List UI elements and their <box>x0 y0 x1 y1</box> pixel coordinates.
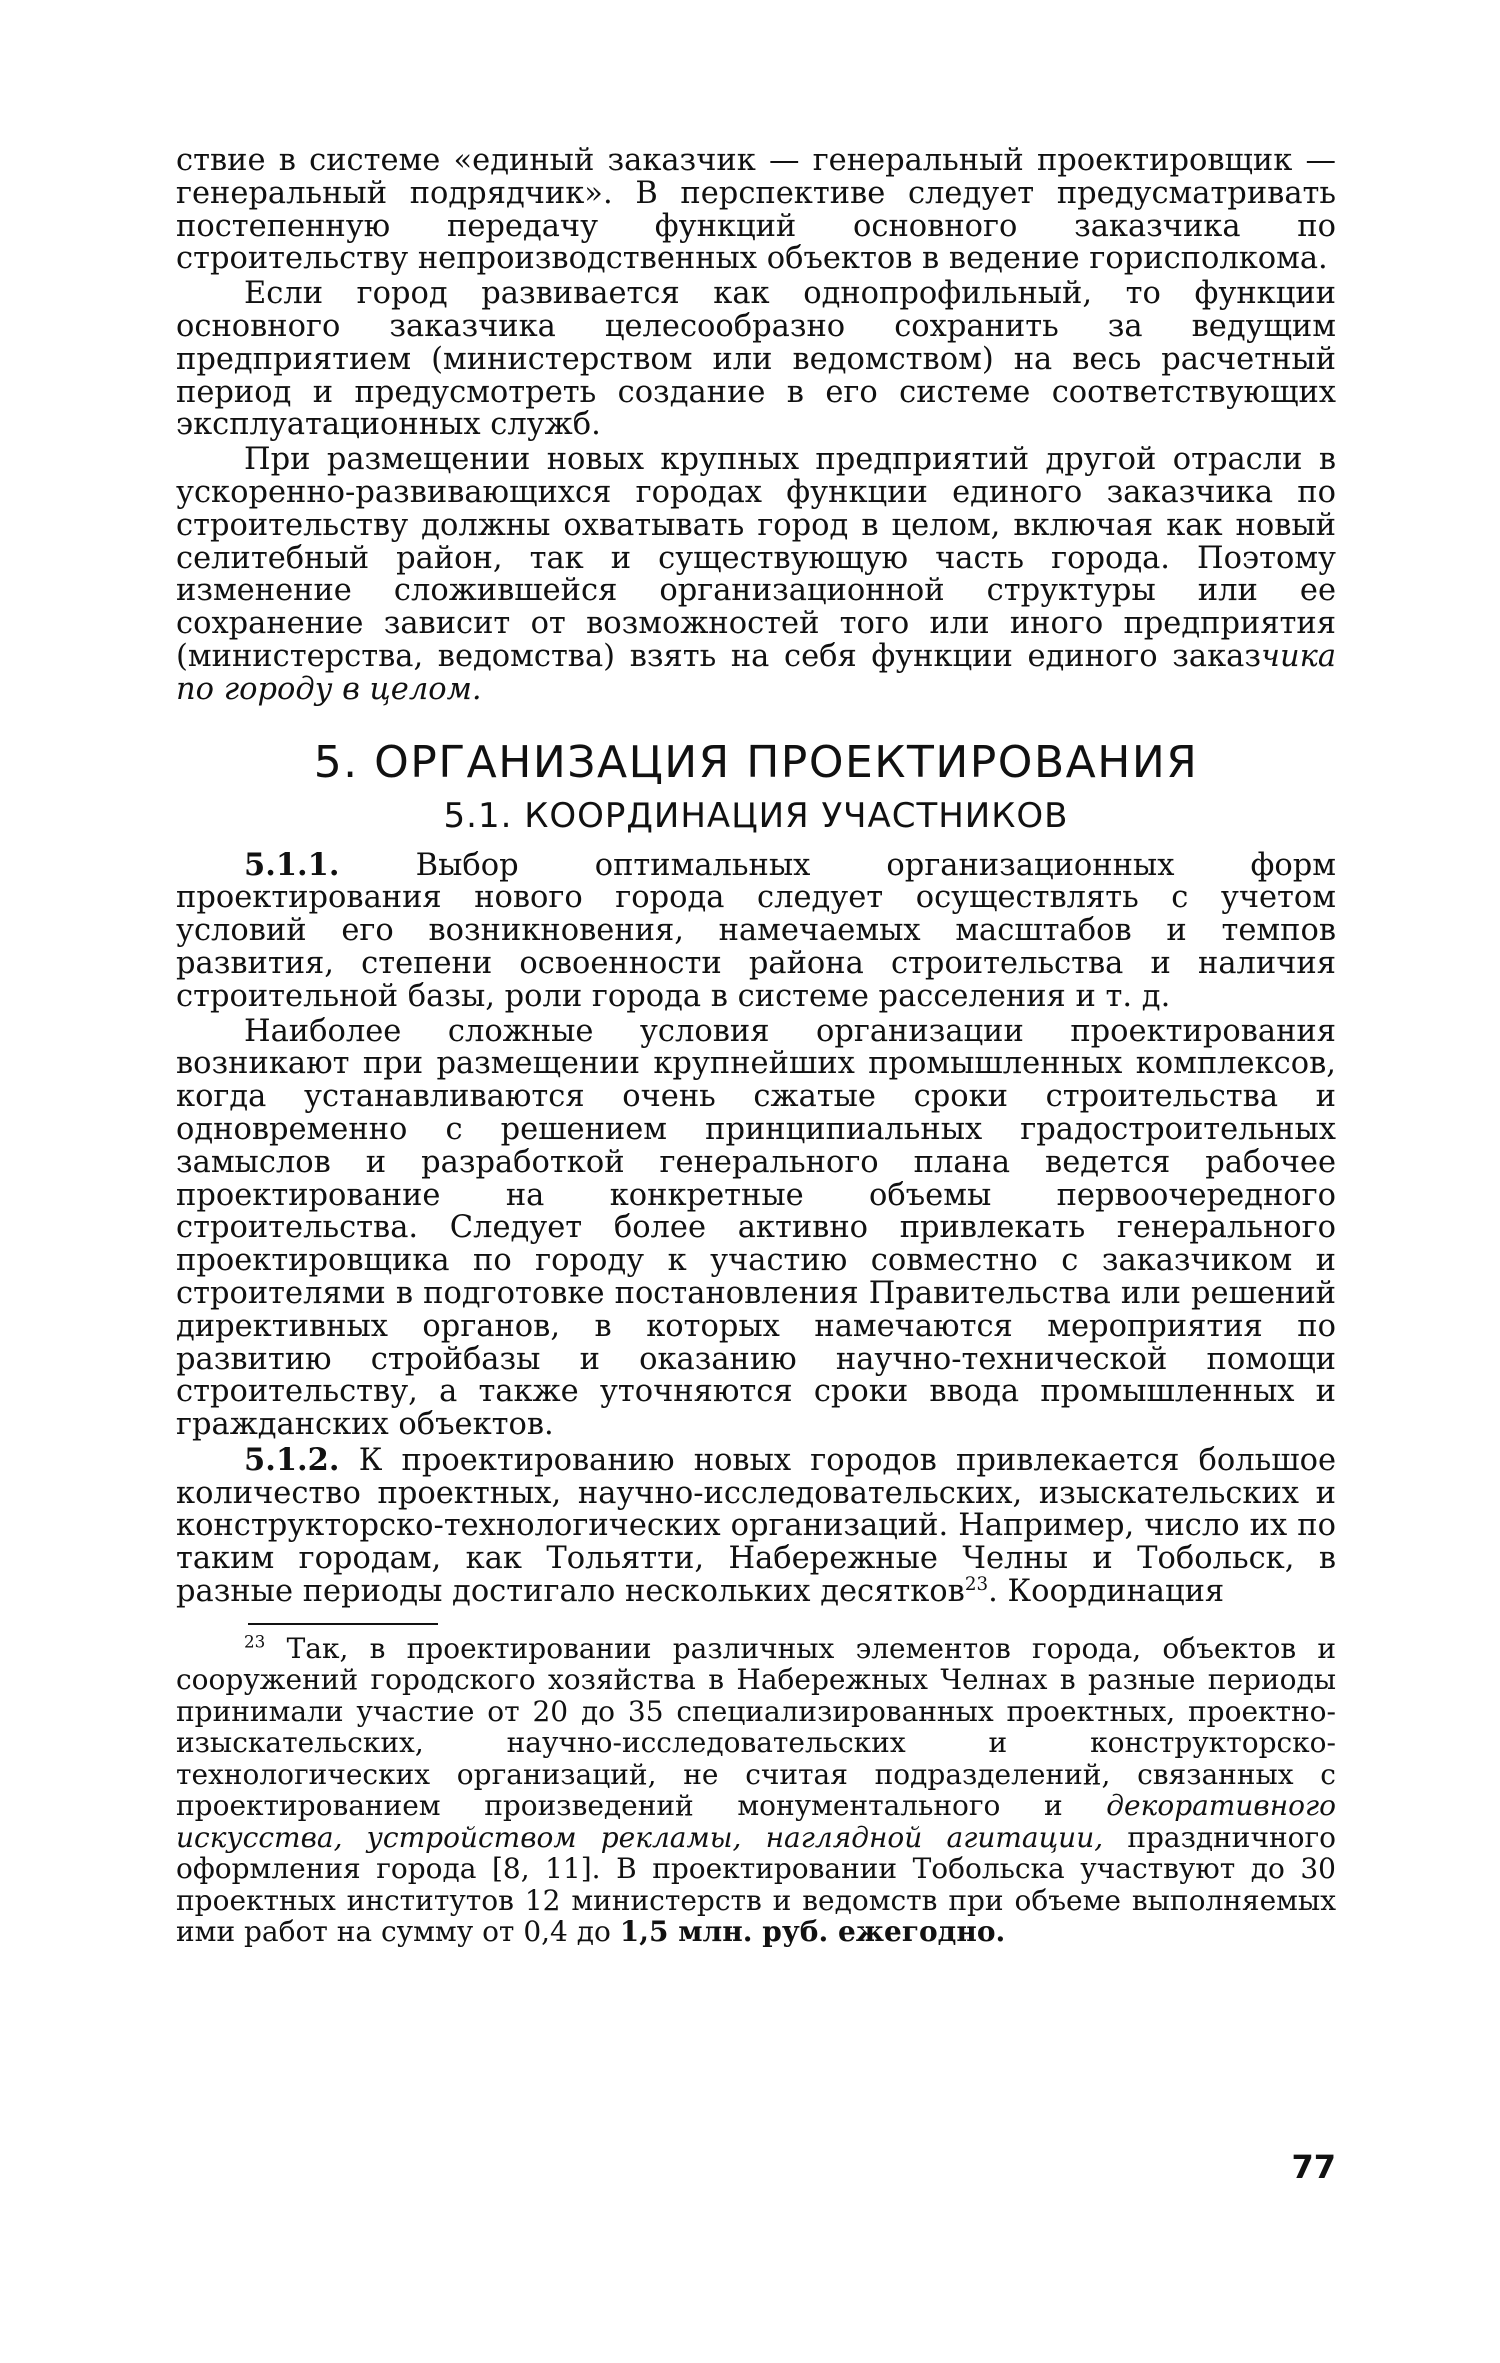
footnote-text-b: праздничного оформления города [8, 11]. В проектировании Тобольска участвуют до 30 проектных институтов 12 министерств и ведомств при объеме выполняемых ими работ на сумму от 0,4 до <box>176 1820 1336 1949</box>
clause-5-1-1-text: Выбор оптимальных организационных форм проектирования нового города следует осуществлять с учетом условий его возникновения, намечаемых масштабов и темпов развития, степени освоенности района строительства и наличия строительной базы, роли города в системе расселения и т. д. <box>176 847 1336 1014</box>
footnote-text-italic: декоративного искусства, устройством рекламы, наглядной агитации, <box>176 1789 1336 1854</box>
clause-5-1-2-tail: . Координация <box>988 1574 1225 1610</box>
paragraph-new-enterprises <box>176 444 1336 706</box>
clause-5-1-1 <box>176 846 1336 1014</box>
paragraph-new-enterprises-italic: чика по городу в целом. <box>176 638 1336 707</box>
clause-5-1-1-paragraph-2: Наиболее сложные условия организации проектирования возникают при размещении крупнейших промышленных комплексов, когда устанавливаются очень сжатые сроки строительства и одновременно с решением принципиальных градостроительных замыслов и разработкой генерального плана ведется рабочее проектирование на конкретные объемы первоочередного строительства. Следует более активно привлекать генерального проектировщика по городу к участию совместно с заказчиком и строителями в подготовке постановления Правительства или решений директивных органов, в которых намечаются мероприятия по развитию стройбазы и оказанию научно-технической помощи строительству, а также уточняются сроки ввода промышленных и гражданских объектов. <box>176 1013 1336 1443</box>
paragraph-single-profile-city: Если город развивается как однопрофильный, то функции основного заказчика целесообразно сохранить за ведущим предприятием (министерством или ведомством) на весь расчетный период и предусмотреть создание в его системе соответствующих эксплуатационных служб. <box>176 276 1336 443</box>
page-body <box>176 145 1336 1948</box>
section-title: 5.1. КООРДИНАЦИЯ УЧАСТНИКОВ <box>443 795 1069 836</box>
footnote-marker: 23 <box>244 1631 266 1652</box>
page-number: 77 <box>1291 2148 1336 2186</box>
chapter-title: 5. ОРГАНИЗАЦИЯ ПРОЕКТИРОВАНИЯ <box>313 736 1199 788</box>
footnote-divider <box>248 1623 438 1625</box>
paragraph-continued: ствие в системе «единый заказчик — генеральный проектировщик — генеральный подрядчик». В перспективе следует предусматривать постепенную передачу функций основного заказчика по строительству непроизводственных объектов в ведение горисполкома. <box>176 143 1336 277</box>
paragraph-new-enterprises-text: При размещении новых крупных предприятий другой отрасли в ускоренно-развивающихся городах функции единого заказчика по строительству должны охватывать город в целом, включая как новый селитебный район, так и существующую часть города. Поэтому изменение сложившейся организационной структуры или ее сохранение зависит от возможностей того или иного предприятия (министерства, ведомства) взять на себя функции единого заказ <box>176 442 1336 674</box>
clause-5-1-1-number: 5.1.1. <box>244 846 340 883</box>
footnote-reference: 23 <box>964 1573 989 1595</box>
footnote-text-bold: 1,5 млн. руб. ежегодно. <box>619 1915 1006 1949</box>
footnote-23 <box>176 1633 1336 1948</box>
clause-5-1-2-text: К проектированию новых городов привлекается большое количество проектных, научно-исследовательских, изыскательских и конструкторско-технологических организаций. Например, число их по таким городам, как Тольятти, Набережные Челны и Тобольск, в разные периоды достигало нескольких десятков <box>176 1442 1336 1610</box>
footnote-text-a: Так, в проектировании различных элементов города, объектов и сооружений городского хозяйства в Набережных Челнах в разные периоды принимали участие от 20 до 35 специализированных проектных, проектно-изыскательских, научно-исследовательских и конструкторско-технологических организаций, не считая подразделений, связанных с проектированием произведений монументального и <box>176 1631 1336 1823</box>
clause-5-1-2 <box>176 1441 1336 1610</box>
clause-5-1-2-number: 5.1.2. <box>244 1441 340 1478</box>
